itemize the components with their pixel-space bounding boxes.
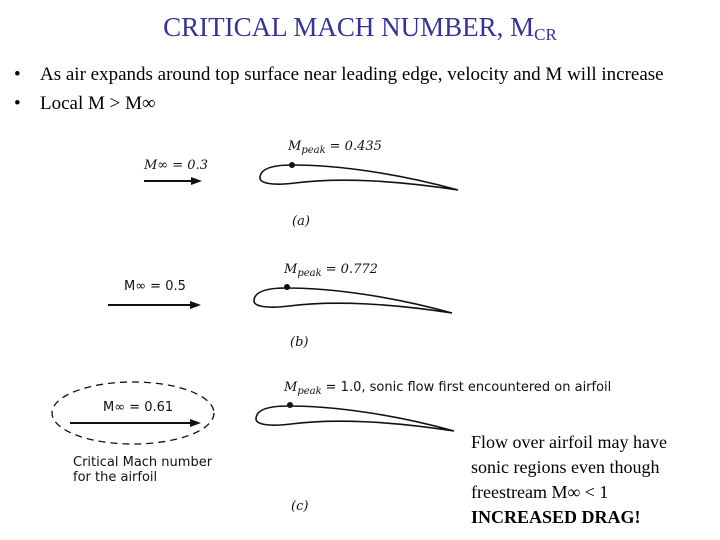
freestream-label-b: M∞ = 0.5 — [124, 279, 186, 294]
flow-arrow-icon — [144, 177, 202, 185]
airfoil-shape-a — [260, 165, 458, 190]
note-line: sonic regions even though — [471, 457, 660, 477]
critical-label-line: Critical Mach number — [73, 455, 213, 470]
bullet-item: • As air expands around top surface near leading edge, velocity and M will increase — [14, 60, 714, 89]
bullet-item: • Local M > M∞ — [14, 89, 714, 118]
caption-b: (b) — [290, 335, 309, 350]
caption-a: (a) — [292, 214, 310, 229]
freestream-label-c: M∞ = 0.61 — [103, 400, 174, 415]
freestream-label-a: M∞ = 0.3 — [144, 158, 208, 173]
title-subscript: CR — [534, 25, 557, 44]
peak-point-c — [287, 402, 293, 408]
flow-arrow-icon — [108, 301, 201, 309]
peak-label-a: $M_{peak} = 0.435$ — [288, 139, 382, 156]
peak-point-b — [284, 284, 290, 290]
note-emphasis: INCREASED DRAG! — [471, 507, 641, 527]
note-line: Flow over airfoil may have — [471, 432, 667, 452]
panel-a — [143, 139, 458, 229]
note-line: freestream M∞ < 1 — [471, 482, 609, 502]
caption-c: (c) — [291, 499, 309, 514]
flow-arrow-icon — [70, 419, 201, 427]
airfoil-shape-b — [254, 288, 452, 313]
panel-b — [108, 262, 452, 350]
title-text: CRITICAL MACH NUMBER, M — [163, 12, 535, 42]
airfoil-shape-c — [256, 406, 454, 431]
peak-label-c: $M_{peak} = 1.0$, sonic flow first encountered on airfoil — [284, 380, 612, 397]
side-note — [471, 430, 716, 530]
peak-point-a — [289, 162, 295, 168]
critical-label-line: for the airfoil — [73, 470, 158, 485]
peak-label-b: $M_{peak} = 0.772$ — [284, 262, 378, 279]
